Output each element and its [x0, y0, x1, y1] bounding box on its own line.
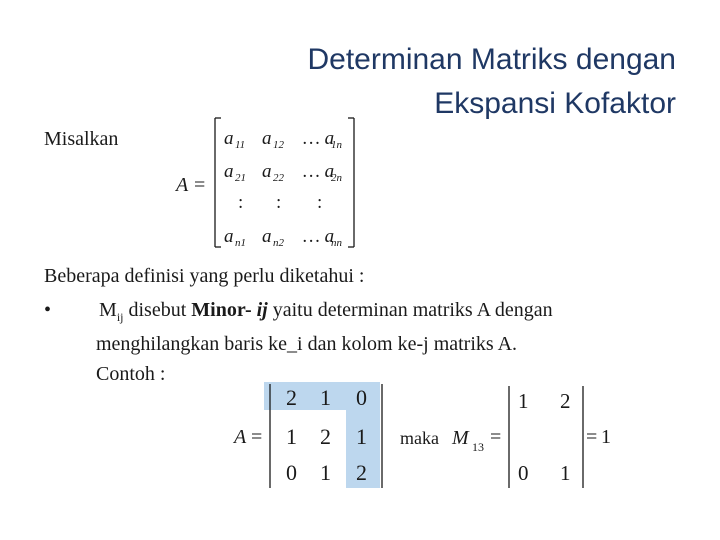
definition-part-1: disebut: [123, 299, 192, 321]
example-matrix-entry: 0: [286, 460, 297, 485]
general-matrix-cells: [224, 128, 343, 249]
definition-line-2: menghilangkan baris ke_i dan kolom ke-j matriks A.: [96, 333, 518, 355]
title-line-2: Ekspansi Kofaktor: [434, 87, 676, 120]
intro-text: Misalkan: [44, 128, 119, 150]
general-matrix-entry: :: [238, 192, 244, 213]
general-matrix-entry: a: [262, 226, 272, 247]
minor-matrix-entry: 1: [518, 389, 529, 413]
general-matrix-entry-subscript: 22: [273, 172, 284, 184]
general-matrix-entry-subscript: 1n: [331, 139, 342, 151]
general-matrix-entry-subscript: n1: [235, 237, 246, 249]
minor-m: M: [99, 299, 117, 321]
minor-matrix-cells: [518, 389, 571, 485]
ij-italic-label: ij: [256, 299, 268, 321]
general-matrix-entry-subscript: 21: [235, 172, 246, 184]
contoh-label: Contoh :: [96, 363, 166, 385]
general-matrix-entry: … a: [303, 161, 335, 182]
general-matrix-entry-subscript: n2: [273, 237, 284, 249]
minor-matrix-entry: 1: [560, 461, 571, 485]
example-matrix-entry: 1: [320, 460, 331, 485]
title-line-1: Determinan Matriks dengan: [307, 43, 676, 76]
general-matrix-entry: a: [262, 128, 272, 149]
general-matrix-left-bracket: [215, 118, 221, 247]
minor-subscript: 13: [472, 440, 484, 454]
general-matrix-entry: … a: [303, 128, 335, 149]
example-matrix-entry: 1: [356, 424, 367, 449]
general-matrix-entry-subscript: 11: [235, 139, 246, 151]
minor-symbol: M: [452, 427, 469, 449]
definition-part-2: yaitu determinan matriks A dengan: [267, 299, 553, 321]
example-matrix-entry: 1: [320, 385, 331, 410]
example-matrix-equation: [232, 382, 611, 488]
general-matrix-name: A: [176, 174, 189, 196]
general-matrix-entry: :: [317, 192, 323, 213]
general-matrix-equation: [174, 118, 354, 249]
minor-matrix-entry: 2: [560, 389, 571, 413]
example-matrix-entry: 2: [356, 460, 367, 485]
example-equals-sign: =: [251, 426, 263, 448]
result-equals-sign: =: [586, 426, 598, 448]
general-matrix-entry: :: [276, 192, 282, 213]
general-matrix-entry: … a: [303, 226, 335, 247]
general-matrix-entry: a: [224, 128, 234, 149]
general-matrix-entry: a: [262, 161, 272, 182]
general-matrix-entry-subscript: 12: [273, 139, 284, 151]
general-matrix-right-bracket: [348, 118, 354, 247]
minor-m-subscript: ij: [116, 310, 124, 324]
minor-bold-label: Minor-: [191, 299, 257, 321]
bullet: •: [44, 299, 52, 321]
general-matrix-entry-subscript: 2n: [331, 172, 342, 184]
example-matrix-name: A: [234, 426, 247, 448]
minor-equals-sign: =: [490, 426, 502, 448]
general-matrix-entry: a: [224, 226, 234, 247]
example-matrix-entry: 2: [320, 424, 331, 449]
result-value: 1: [601, 426, 611, 448]
definition-heading: Beberapa definisi yang perlu diketahui :: [44, 265, 365, 287]
example-matrix-entry: 2: [286, 385, 297, 410]
highlight-first-row: [264, 382, 346, 410]
maka-text: maka: [400, 428, 439, 448]
general-matrix-entry-subscript: nn: [331, 237, 342, 249]
example-matrix-entry: 0: [356, 385, 367, 410]
equals-sign: =: [194, 174, 206, 196]
example-matrix-entry: 1: [286, 424, 297, 449]
general-matrix-entry: a: [224, 161, 234, 182]
minor-matrix-entry: 0: [518, 461, 529, 485]
definition-bullet-line: [44, 296, 553, 331]
